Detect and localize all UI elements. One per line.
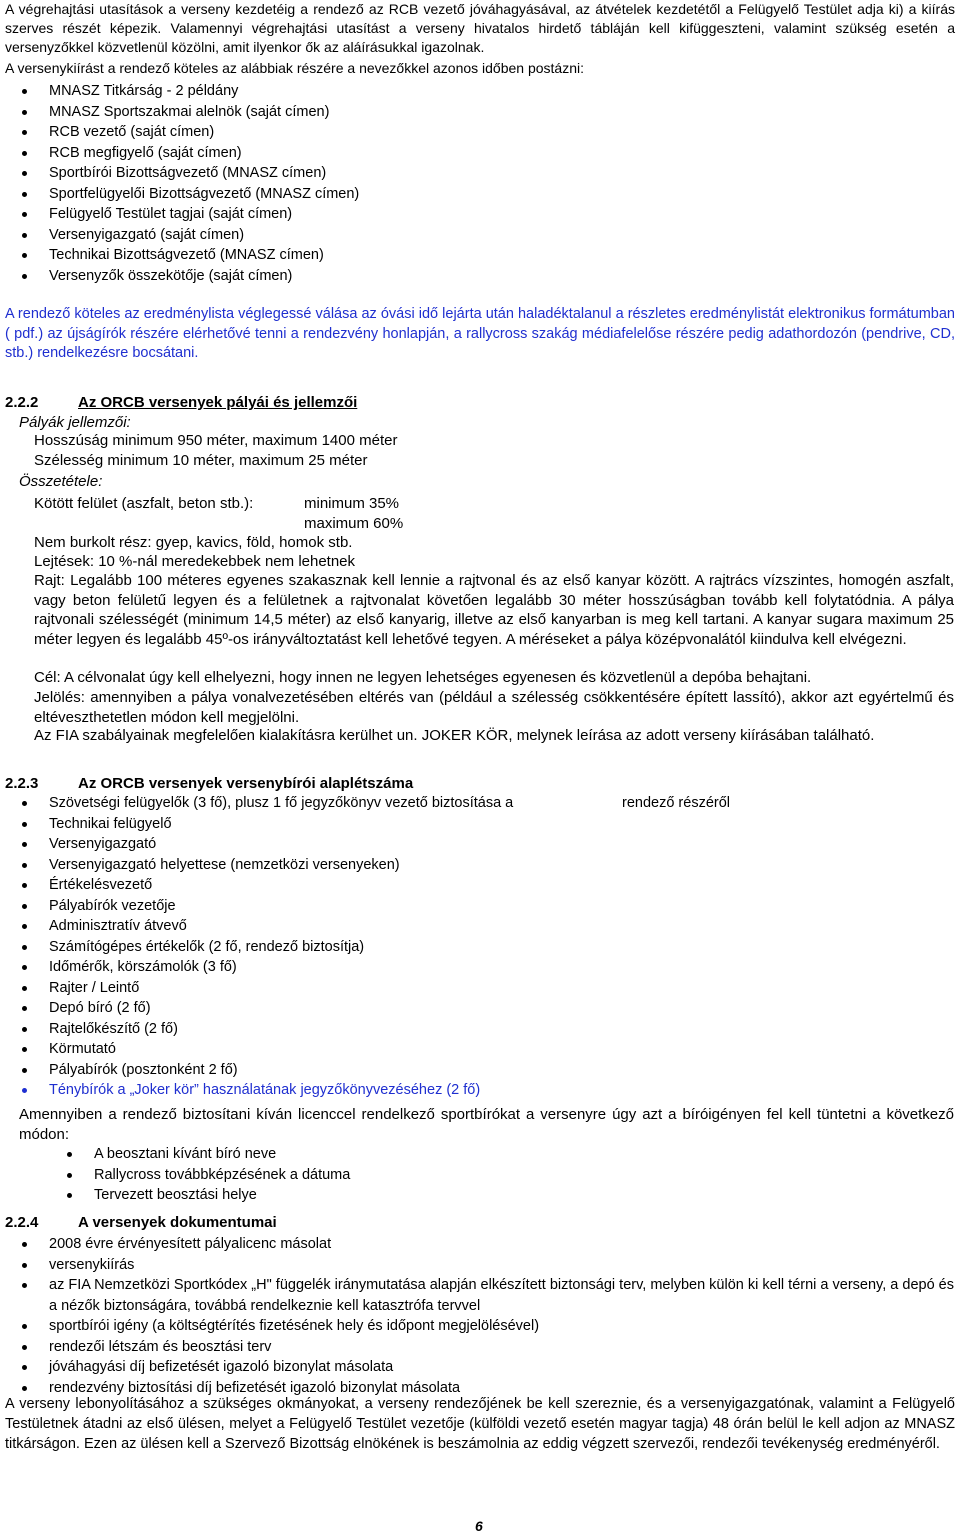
- bullet-icon: [22, 965, 27, 970]
- results-paragraph: A rendező köteles az eredménylista véglegessé válása az óvási idő lejárta után haladéktalanul a részletes eredménylistát elektronikus formátumban ( pdf.) az újságírók részére elérhetővé tenni a rendezvény honlapján, a rallycross szakág médiafelelőse részére pedig adathordozón (pendrive, CD, stb.) rendelkezésre bocsátani.: [5, 306, 955, 361]
- bullet-icon: [22, 945, 27, 950]
- bullet-icon: [22, 1324, 27, 1329]
- bullet-icon: [22, 89, 27, 94]
- list-item: Időmérők, körszámolók (3 fő): [49, 957, 513, 978]
- list-item: MNASZ Sportszakmai alelnök (saját címen): [49, 102, 359, 123]
- bullet-icon: [22, 151, 27, 156]
- bullet-icon: [22, 1386, 27, 1391]
- bullet-icon: [67, 1193, 72, 1198]
- bullet-icon: [22, 1365, 27, 1370]
- composition-label: Összetétele:: [19, 473, 103, 490]
- list-item: Értékelésvezető: [49, 875, 513, 896]
- surface-min: minimum 35%: [304, 495, 400, 512]
- page-number: 6: [475, 1518, 483, 1534]
- list-item: RCB vezető (saját címen): [49, 122, 359, 143]
- list-item: A beosztani kívánt bíró neve: [94, 1144, 350, 1165]
- licence-paragraph: Amennyiben a rendező biztosítani kíván licenccel rendelkező sportbírókat a versenyre úgy azt a bíróigényen fel kell tüntetni a következő módon:: [19, 1106, 954, 1143]
- bullet-icon: [22, 1047, 27, 1052]
- bullet-icon: [22, 924, 27, 929]
- bullet-icon: [22, 1283, 27, 1288]
- list-item: Körmutató: [49, 1039, 513, 1060]
- bullet-icon: [22, 883, 27, 888]
- list-item: Ténybírók a „Joker kör” használatának jegyzőkönyvezéséhez (2 fő): [49, 1080, 513, 1101]
- list-item: Sportfelügyelői Bizottságvezető (MNASZ címen): [49, 184, 359, 205]
- list-item: Rajtelőkészítő (2 fő): [49, 1019, 513, 1040]
- bullet-icon: [22, 233, 27, 238]
- bullet-icon: [22, 130, 27, 135]
- list-item: Sportbírói Bizottságvezető (MNASZ címen): [49, 163, 359, 184]
- unpaved-text: Nem burkolt rész: gyep, kavics, föld, homok stb.: [34, 534, 353, 551]
- list-item: jóváhagyási díj befizetését igazoló bizonylat másolata: [49, 1357, 954, 1378]
- list-item: MNASZ Titkárság - 2 példány: [49, 81, 359, 102]
- list-item: Pályabírók vezetője: [49, 896, 513, 917]
- bullet-icon: [22, 110, 27, 115]
- list-item: Depó bíró (2 fő): [49, 998, 513, 1019]
- section-heading-223: 2.2.3 Az ORCB versenyek versenybírói alaplétszáma: [5, 775, 414, 792]
- list-item: Pályabírók (posztonként 2 fő): [49, 1060, 513, 1081]
- list-item: rendezői létszám és beosztási terv: [49, 1337, 954, 1358]
- bullet-icon: [22, 274, 27, 279]
- bullet-icon: [22, 1027, 27, 1032]
- bullet-icon: [22, 904, 27, 909]
- list-item: az FIA Nemzetközi Sportkódex „H" függelék iránymutatása alapján elkészített biztonsági terv, melyben külön ki kell térni a verseny, a depó és a nézők biztonságára, továbbá rendelkeznie kell katasztrófa tervvel: [49, 1275, 954, 1316]
- list-item: Szövetségi felügyelők (3 fő), plusz 1 fő jegyzőkönyv vezető biztosítása a rendező részéről: [49, 793, 513, 814]
- mailing-intro: A versenykiírást a rendező köteles az alábbiak részére a nevezőkkel azonos időben postázni:: [5, 60, 585, 76]
- list-item: 2008 évre érvényesített pályalicenc másolat: [49, 1234, 954, 1255]
- surface-max: maximum 60%: [304, 515, 404, 532]
- list-item: Adminisztratív átvevő: [49, 916, 513, 937]
- list-item: versenykiírás: [49, 1255, 954, 1276]
- surface-label: Kötött felület (aszfalt, beton stb.):: [34, 495, 254, 512]
- section-heading-224: 2.2.4 A versenyek dokumentumai: [5, 1214, 277, 1231]
- bullet-icon: [22, 986, 27, 991]
- list-item: Versenyigazgató: [49, 834, 513, 855]
- bullet-icon: [22, 253, 27, 258]
- licence-list: [94, 1144, 350, 1206]
- bullet-icon: [67, 1173, 72, 1178]
- start-paragraph: Rajt: Legalább 100 méteres egyenes szakasznak kell lennie a rajtvonal és az első kanyar között. A rajtrács vízszintes, homogén aszfalt, vagy beton felületű legyen és a felületnek a rajtvonalat követően legalább 30 méter hosszúságban tovább kell folytatódnia. A pálya rajtvonali szélességét (minimum 14,5 méter) az első kanyarig, illetve az első kanyarban is meg kell tartani. A kanyar sugara maximum 25 méter legyen és legalább 45º-os irányváltoztatást kell lehetővé tegyen. A méréseket a pálya középvonalától kiindulva kell elvégezni.: [34, 572, 954, 648]
- track-width: Szélesség minimum 10 méter, maximum 25 méter: [34, 452, 368, 469]
- bullet-icon: [22, 1068, 27, 1073]
- list-item: Tervezett beosztási helye: [94, 1185, 350, 1206]
- bullet-icon: [22, 1345, 27, 1350]
- intro-paragraph: A végrehajtási utasítások a verseny kezdetéig a rendező az RCB vezető jóváhagyásával, az átvételek kezdetétől a Felügyelő Testület adja ki) a kiírás szerves részét képezik. Valamennyi végrehajtási utasítást a verseny hivatalos hirdető tábláján kell kifüggeszteni, valamint szükség esetén a versenyzőkkel közvetlenül közölni, amit ilyenkor ők az aláírásukkal igazolnak.: [5, 1, 955, 55]
- marking-paragraph: Jelölés: amennyiben a pálya vonalvezetésében eltérés van (például a szélesség csökkentésére épített lassító), akkor azt egyértelmű és eltéveszthetetlen módon kell megjelölni.: [34, 689, 954, 726]
- recipients-list: [49, 81, 359, 286]
- joker-paragraph: Az FIA szabályainak megfelelően kialakításra kerülhet un. JOKER KÖR, melynek leírása az adott verseny kiírásában található.: [34, 727, 875, 744]
- bullet-icon: [22, 1242, 27, 1247]
- bullet-icon: [22, 1006, 27, 1011]
- bullet-icon: [22, 171, 27, 176]
- list-item: sportbírói igény (a költségtérítés fizetésének hely és időpont megjelölésével): [49, 1316, 954, 1337]
- closing-paragraph: A verseny lebonyolításához a szükséges okmányokat, a verseny rendezőjének be kell szereznie, és a versenyigazgatónak, valamint a Felügyelő Testületnek átadni az első ülésen, melyet a Felügyelő Testület vezetője (külföldi vezető esetén magyar tagja) 48 órán belül le kell adjon az MNASZ titkárságon. Ezen az ülésen kell a Szervező Bizottság elnökének is beszámolnia az eddig végzett szervezői, rendezői tevékenység eredményéről.: [5, 1396, 955, 1452]
- list-item: rendezvény biztosítási díj befizetését igazoló bizonylat másolata: [49, 1378, 954, 1399]
- bullet-icon: [22, 801, 27, 806]
- list-item: Számítógépes értékelők (2 fő, rendező biztosítja): [49, 937, 513, 958]
- bullet-icon: [22, 1263, 27, 1268]
- list-item: Technikai felügyelő: [49, 814, 513, 835]
- list-item: Versenyigazgató helyettese (nemzetközi versenyeken): [49, 855, 513, 876]
- officials-list: [49, 793, 730, 1101]
- bullet-icon: [22, 842, 27, 847]
- list-item: RCB megfigyelő (saját címen): [49, 143, 359, 164]
- list-item: Rajter / Leintő: [49, 978, 513, 999]
- bullet-icon: [22, 212, 27, 217]
- track-length: Hosszúság minimum 950 méter, maximum 1400 méter: [34, 432, 398, 449]
- list-item: Felügyelő Testület tagjai (saját címen): [49, 204, 359, 225]
- slope-text: Lejtések: 10 %-nál meredekebbek nem lehetnek: [34, 553, 356, 570]
- list-item: Versenyzők összekötője (saját címen): [49, 266, 359, 287]
- list-item: Versenyigazgató (saját címen): [49, 225, 359, 246]
- finish-paragraph: Cél: A célvonalat úgy kell elhelyezni, hogy innen ne legyen lehetséges egyenesen és közvetlenül a depóba behajtani.: [34, 669, 812, 686]
- bullet-icon: [22, 192, 27, 197]
- bullet-icon: [67, 1152, 72, 1157]
- bullet-icon: [22, 1088, 27, 1093]
- bullet-icon: [22, 863, 27, 868]
- bullet-icon: [22, 822, 27, 827]
- section-heading-222: 2.2.2 Az ORCB versenyek pályái és jellemzői: [5, 394, 358, 411]
- documents-list: [49, 1234, 954, 1398]
- list-item: Rallycross továbbképzésének a dátuma: [94, 1165, 350, 1186]
- list-item: Technikai Bizottságvezető (MNASZ címen): [49, 245, 359, 266]
- track-features-label: Pályák jellemzői:: [19, 414, 131, 431]
